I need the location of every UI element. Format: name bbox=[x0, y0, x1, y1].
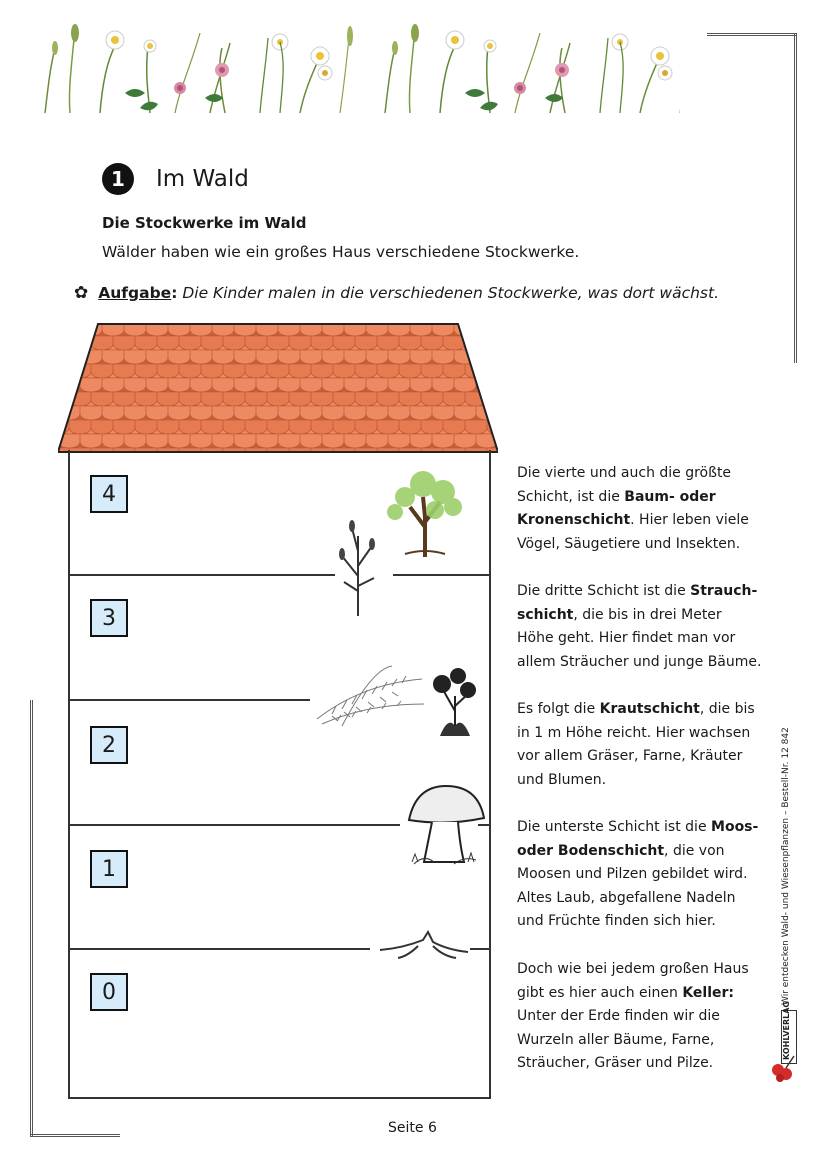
frame-corner-bottom-left bbox=[30, 1134, 120, 1137]
floor-divider-3-2 bbox=[70, 699, 310, 701]
level-box-0: 0 bbox=[90, 973, 128, 1011]
level-box-4: 4 bbox=[90, 475, 128, 513]
desc-2-text-a: Es folgt die bbox=[517, 701, 600, 717]
desc-4-text-a: Die vierte und auch die größte Schicht, ist die bbox=[517, 465, 732, 505]
publisher-logo: KOHLVERLAG bbox=[782, 1000, 791, 1060]
desc-2-term: Krautschicht bbox=[599, 701, 700, 717]
task-line bbox=[74, 283, 719, 303]
desc-1-text-a: Die unterste Schicht ist die bbox=[517, 819, 712, 835]
description-layer-0 bbox=[517, 958, 762, 1076]
desc-3-term: Strauch-schicht bbox=[517, 583, 758, 623]
young-shrub-icon bbox=[330, 516, 385, 616]
house-floor-base bbox=[68, 1097, 491, 1099]
desc-3-text-b: , die bis in drei Meter Höhe geht. Hier findet man vor allem Sträucher und junge Bäume. bbox=[517, 606, 762, 670]
meadow-flowers-illustration bbox=[30, 18, 680, 118]
section-number-badge: 1 bbox=[102, 163, 134, 195]
flower-icon bbox=[430, 666, 480, 738]
desc-0-text-a: Doch wie bei jedem großen Haus gibt es hier auch einen bbox=[517, 961, 749, 1001]
frame-line-right bbox=[794, 33, 797, 363]
publisher-logo-mark-icon bbox=[770, 1052, 798, 1082]
task-label: Aufgabe bbox=[98, 284, 172, 302]
level-box-3: 3 bbox=[90, 599, 128, 637]
page-number: Seite 6 bbox=[388, 1120, 437, 1136]
house-roof bbox=[58, 322, 498, 454]
desc-1-term: Moos- oder Bodenschicht bbox=[517, 819, 759, 859]
tree-icon bbox=[375, 462, 475, 558]
description-layer-3 bbox=[517, 580, 762, 674]
floor-divider-2-1 bbox=[70, 824, 400, 826]
frame-corner-top-right bbox=[707, 33, 797, 36]
desc-4-text-b: . Hier leben viele Vögel, Säugetiere und Insekten. bbox=[517, 512, 749, 552]
publisher-sidebar-text: Wir entdecken Wald- und Wiesenpflanzen – Bestell-Nr. 12 842 bbox=[781, 727, 791, 1005]
page-title: Im Wald bbox=[156, 166, 249, 192]
floor-divider-4-3 bbox=[70, 574, 335, 576]
description-layer-4 bbox=[517, 462, 762, 556]
section-subtitle: Die Stockwerke im Wald bbox=[102, 214, 307, 232]
desc-4-term: Baum- oder Kronenschicht bbox=[517, 488, 716, 529]
level-box-1: 1 bbox=[90, 850, 128, 888]
flower-bullet-icon: ✿ bbox=[74, 283, 89, 303]
description-layer-1 bbox=[517, 816, 762, 934]
desc-0-text-b: Unter der Erde finden wir die Wurzeln aller Bäume, Farne, Sträucher, Gräser und Pilze. bbox=[517, 1008, 720, 1072]
level-box-2: 2 bbox=[90, 726, 128, 764]
desc-2-text-b: , die bis in 1 m Höhe reicht. Hier wachsen vor allem Gräser, Farne, Kräuter und Blumen. bbox=[517, 701, 755, 788]
desc-3-text-a: Die dritte Schicht ist die bbox=[517, 583, 691, 599]
house-wall-right bbox=[489, 450, 491, 1098]
house-wall-left bbox=[68, 450, 70, 1098]
floor-divider-4-3-right bbox=[393, 574, 490, 576]
frame-line-left bbox=[30, 700, 33, 1137]
mushroom-icon bbox=[404, 782, 486, 866]
desc-1-text-b: , die von Moosen und Pilzen gebildet wird. Altes Laub, abgefallene Nadeln und Früchte finden sich hier. bbox=[517, 842, 748, 930]
task-colon: : bbox=[171, 284, 178, 302]
desc-0-term: Keller: bbox=[682, 984, 735, 1001]
floor-divider-1-0 bbox=[70, 948, 370, 950]
floor-divider-1-0-right bbox=[470, 948, 490, 950]
description-layer-2 bbox=[517, 698, 762, 792]
intro-text: Wälder haben wie ein großes Haus verschiedene Stockwerke. bbox=[102, 243, 580, 261]
task-text: Die Kinder malen in die verschiedenen Stockwerke, was dort wächst. bbox=[182, 284, 720, 302]
fern-icon bbox=[312, 664, 427, 729]
roots-icon bbox=[378, 930, 470, 962]
